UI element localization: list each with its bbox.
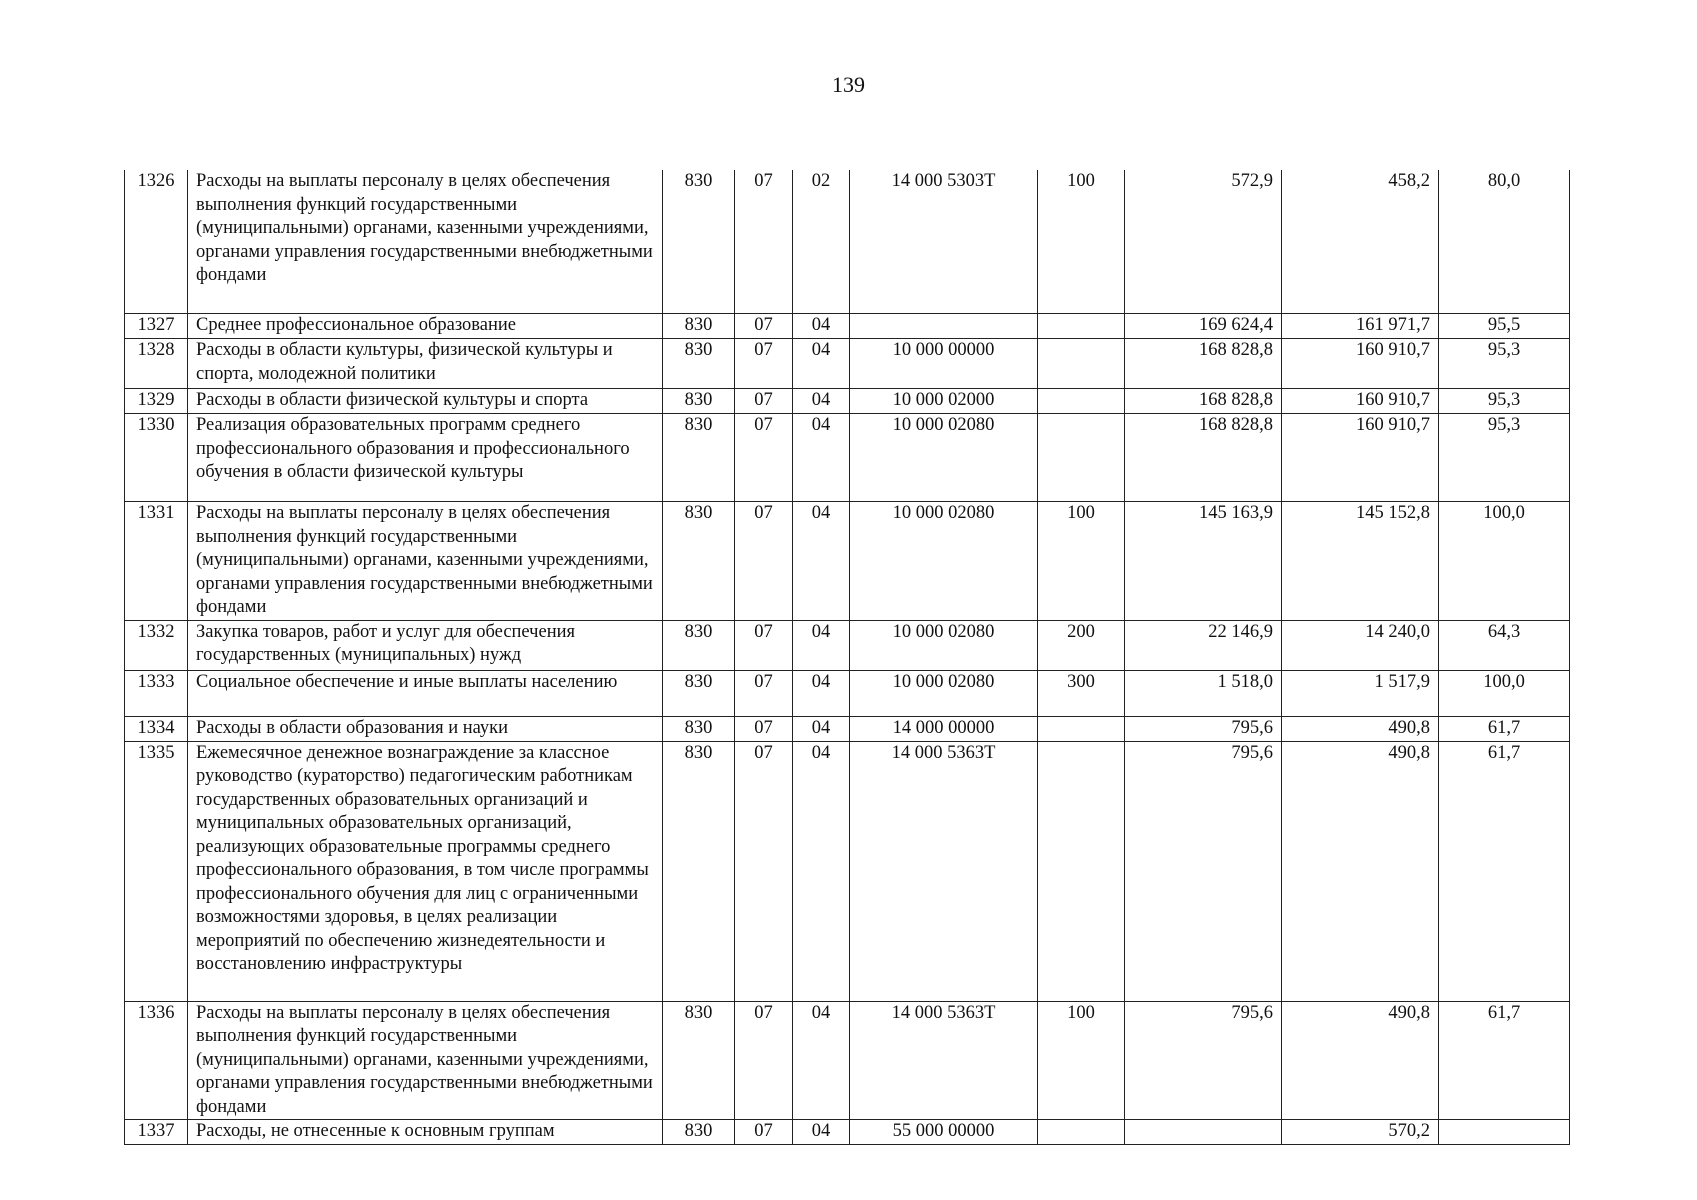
cell-target-article: 10 000 02080 [850,502,1038,621]
table-row [125,502,1570,621]
cell-grbs-code: 830 [663,1120,735,1145]
cell-execution-percent: 64,3 [1439,620,1570,670]
cell-planned-amount: 169 624,4 [1125,314,1282,339]
cell-target-article: 14 000 5363Т [850,741,1038,1001]
cell-row-number: 1331 [125,502,188,621]
cell-section-code: 07 [735,170,793,314]
cell-expense-type [1038,716,1125,741]
cell-planned-amount: 145 163,9 [1125,502,1282,621]
cell-subsection-code: 04 [793,741,850,1001]
table-row [125,389,1570,414]
cell-row-number: 1335 [125,741,188,1001]
table-row [125,1001,1570,1120]
cell-target-article [850,314,1038,339]
cell-grbs-code: 830 [663,716,735,741]
cell-execution-percent [1439,1120,1570,1145]
cell-planned-amount: 572,9 [1125,170,1282,314]
cell-expense-name: Ежемесячное денежное вознаграждение за классное руководство (кураторство) педагогическим работникам государственных образовательных организаций и муниципальных образовательных организаций, реализующих образовательные программы среднего профессионального образования, в том числе программы профессионального обучения для лиц с ограниченными возможностями здоровья, в целях реализации мероприятий по обеспечению жизнедеятельности и восстановлению инфраструктуры [188,741,663,1001]
cell-row-number: 1328 [125,339,188,389]
cell-actual-amount: 145 152,8 [1282,502,1439,621]
table-row [125,414,1570,502]
cell-row-number: 1332 [125,620,188,670]
cell-target-article: 10 000 02000 [850,389,1038,414]
cell-actual-amount: 458,2 [1282,170,1439,314]
cell-subsection-code: 04 [793,620,850,670]
cell-target-article: 55 000 00000 [850,1120,1038,1145]
cell-target-article: 10 000 00000 [850,339,1038,389]
cell-planned-amount: 795,6 [1125,716,1282,741]
cell-expense-name: Социальное обеспечение и иные выплаты населению [188,670,663,716]
cell-row-number: 1327 [125,314,188,339]
cell-execution-percent: 80,0 [1439,170,1570,314]
cell-actual-amount: 570,2 [1282,1120,1439,1145]
cell-subsection-code: 04 [793,1120,850,1145]
cell-section-code: 07 [735,314,793,339]
table-row [125,170,1570,314]
cell-row-number: 1337 [125,1120,188,1145]
cell-subsection-code: 04 [793,314,850,339]
cell-subsection-code: 04 [793,414,850,502]
cell-expense-type [1038,314,1125,339]
cell-subsection-code: 02 [793,170,850,314]
cell-actual-amount: 14 240,0 [1282,620,1439,670]
cell-execution-percent: 61,7 [1439,741,1570,1001]
cell-actual-amount: 490,8 [1282,716,1439,741]
cell-actual-amount: 1 517,9 [1282,670,1439,716]
cell-subsection-code: 04 [793,502,850,621]
cell-planned-amount: 795,6 [1125,741,1282,1001]
cell-expense-type [1038,1120,1125,1145]
cell-row-number: 1336 [125,1001,188,1120]
cell-planned-amount: 168 828,8 [1125,339,1282,389]
cell-expense-type: 100 [1038,170,1125,314]
cell-expense-name: Расходы в области физической культуры и спорта [188,389,663,414]
cell-planned-amount: 795,6 [1125,1001,1282,1120]
cell-execution-percent: 61,7 [1439,1001,1570,1120]
cell-grbs-code: 830 [663,741,735,1001]
cell-subsection-code: 04 [793,389,850,414]
cell-subsection-code: 04 [793,670,850,716]
cell-section-code: 07 [735,339,793,389]
cell-expense-name: Расходы, не отнесенные к основным группам [188,1120,663,1145]
cell-section-code: 07 [735,389,793,414]
table-row [125,716,1570,741]
cell-grbs-code: 830 [663,670,735,716]
cell-grbs-code: 830 [663,170,735,314]
table-body [125,170,1570,1145]
page-number: 139 [832,72,865,97]
cell-execution-percent: 95,3 [1439,389,1570,414]
cell-planned-amount: 22 146,9 [1125,620,1282,670]
cell-actual-amount: 161 971,7 [1282,314,1439,339]
cell-grbs-code: 830 [663,620,735,670]
cell-target-article: 14 000 5363Т [850,1001,1038,1120]
cell-planned-amount: 168 828,8 [1125,389,1282,414]
cell-section-code: 07 [735,670,793,716]
cell-section-code: 07 [735,1120,793,1145]
cell-section-code: 07 [735,414,793,502]
cell-expense-name: Расходы на выплаты персоналу в целях обеспечения выполнения функций государственными (муниципальными) органами, казенными учреждениями, органами управления государственными внебюджетными фондами [188,1001,663,1120]
cell-section-code: 07 [735,620,793,670]
cell-expense-name: Реализация образовательных программ среднего профессионального образования и профессионального обучения в области физической культуры [188,414,663,502]
table-row [125,741,1570,1001]
cell-planned-amount [1125,1120,1282,1145]
cell-section-code: 07 [735,741,793,1001]
cell-subsection-code: 04 [793,339,850,389]
cell-expense-name: Расходы в области образования и науки [188,716,663,741]
cell-subsection-code: 04 [793,716,850,741]
cell-execution-percent: 100,0 [1439,670,1570,716]
cell-target-article: 10 000 02080 [850,414,1038,502]
cell-actual-amount: 490,8 [1282,741,1439,1001]
cell-execution-percent: 95,5 [1439,314,1570,339]
cell-section-code: 07 [735,502,793,621]
cell-expense-type: 100 [1038,1001,1125,1120]
cell-actual-amount: 490,8 [1282,1001,1439,1120]
cell-grbs-code: 830 [663,1001,735,1120]
cell-planned-amount: 1 518,0 [1125,670,1282,716]
cell-expense-type: 100 [1038,502,1125,621]
cell-execution-percent: 95,3 [1439,414,1570,502]
cell-grbs-code: 830 [663,389,735,414]
cell-target-article: 14 000 5303Т [850,170,1038,314]
cell-execution-percent: 61,7 [1439,716,1570,741]
cell-target-article: 10 000 02080 [850,670,1038,716]
cell-execution-percent: 95,3 [1439,339,1570,389]
table-row [125,670,1570,716]
cell-actual-amount: 160 910,7 [1282,339,1439,389]
cell-actual-amount: 160 910,7 [1282,389,1439,414]
cell-section-code: 07 [735,716,793,741]
cell-row-number: 1334 [125,716,188,741]
table-row [125,1120,1570,1145]
cell-grbs-code: 830 [663,414,735,502]
cell-expense-name: Расходы на выплаты персоналу в целях обеспечения выполнения функций государственными (муниципальными) органами, казенными учреждениями, органами управления государственными внебюджетными фондами [188,170,663,314]
table-row [125,620,1570,670]
cell-expense-type: 200 [1038,620,1125,670]
cell-section-code: 07 [735,1001,793,1120]
cell-row-number: 1326 [125,170,188,314]
cell-expense-name: Среднее профессиональное образование [188,314,663,339]
cell-target-article: 14 000 00000 [850,716,1038,741]
cell-expense-type: 300 [1038,670,1125,716]
cell-planned-amount: 168 828,8 [1125,414,1282,502]
cell-row-number: 1329 [125,389,188,414]
cell-grbs-code: 830 [663,502,735,621]
cell-expense-type [1038,741,1125,1001]
cell-expense-type [1038,339,1125,389]
cell-actual-amount: 160 910,7 [1282,414,1439,502]
cell-expense-name: Расходы в области культуры, физической культуры и спорта, молодежной политики [188,339,663,389]
cell-execution-percent: 100,0 [1439,502,1570,621]
table-row [125,314,1570,339]
cell-expense-type [1038,414,1125,502]
cell-row-number: 1333 [125,670,188,716]
cell-subsection-code: 04 [793,1001,850,1120]
cell-expense-name: Закупка товаров, работ и услуг для обеспечения государственных (муниципальных) нужд [188,620,663,670]
table-row [125,339,1570,389]
cell-row-number: 1330 [125,414,188,502]
cell-expense-type [1038,389,1125,414]
budget-table [124,170,1570,1145]
cell-expense-name: Расходы на выплаты персоналу в целях обеспечения выполнения функций государственными (муниципальными) органами, казенными учреждениями, органами управления государственными внебюджетными фондами [188,502,663,621]
cell-grbs-code: 830 [663,339,735,389]
cell-grbs-code: 830 [663,314,735,339]
cell-target-article: 10 000 02080 [850,620,1038,670]
